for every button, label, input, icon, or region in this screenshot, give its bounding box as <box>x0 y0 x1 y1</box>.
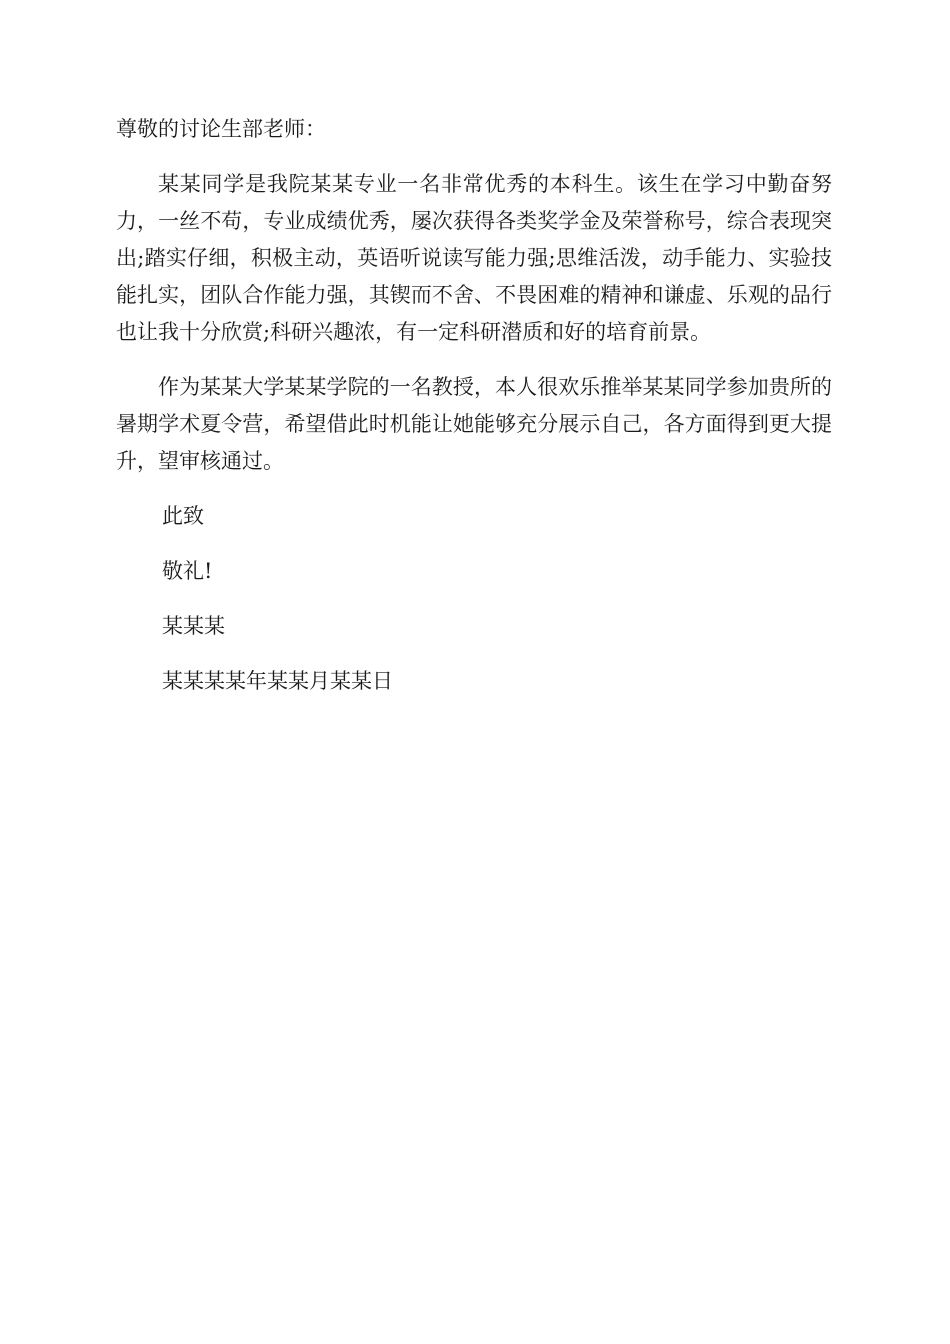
date: 某某某某年某某月某某日 <box>162 669 393 693</box>
closing-salute: 敬礼! <box>162 559 213 583</box>
paragraph-recommendation: 某某同学是我院某某专业一名非常优秀的本科生。该生在学习中勤奋努力，一丝不苟，专业成绩优秀，屡次获得各类奖学金及荣誉称号，综合表现突出;踏实仔细，积极主动，英语听说读写能力强;思维活泼，动手能力、实验技能扎实，团队合作能力强，其锲而不舍、不畏困难的精神和谦虚、乐观的品行也让我十分欣赏;科研兴趣浓，有一定科研潜质和好的培育前景。 <box>116 172 832 344</box>
paragraph-endorsement: 作为某某大学某某学院的一名教授，本人很欢乐推举某某同学参加贵所的暑期学术夏令营，希望借此时机能让她能够充分展示自己，各方面得到更大提升，望审核通过。 <box>116 375 832 473</box>
signature: 某某某 <box>162 614 225 638</box>
salutation: 尊敬的讨论生部老师： <box>116 117 326 141</box>
closing-phrase: 此致 <box>162 504 204 528</box>
letter-body <box>116 111 832 718</box>
